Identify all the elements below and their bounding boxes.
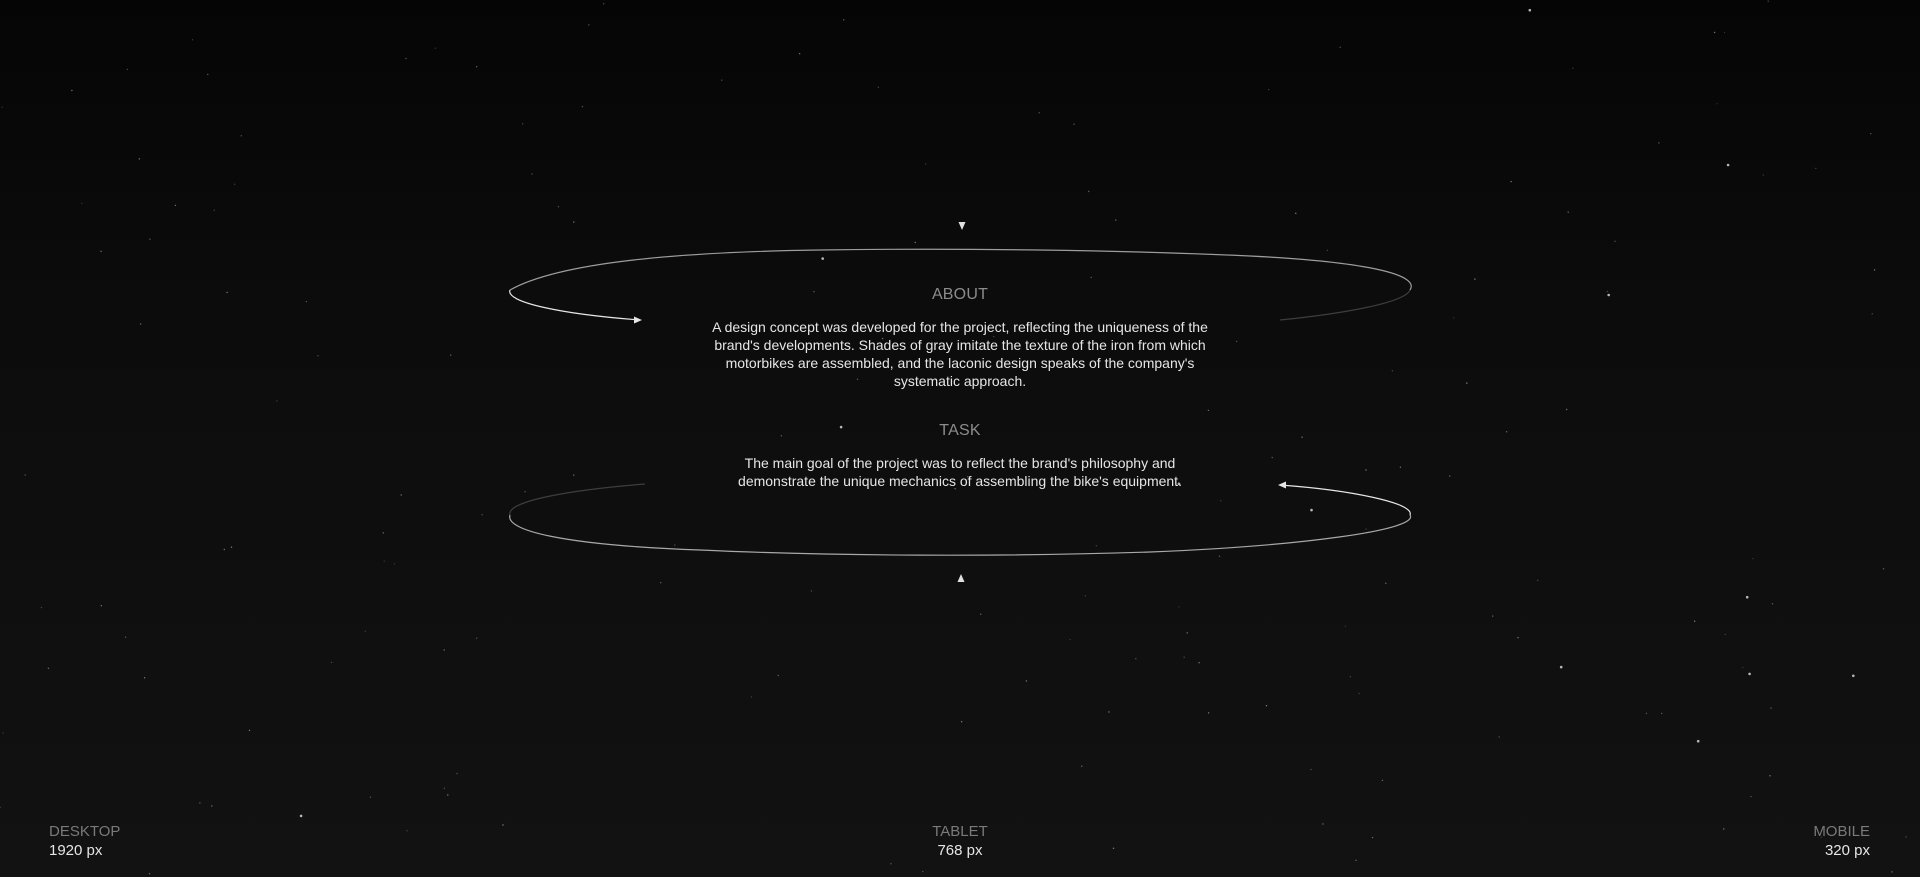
breakpoint-mobile [1813, 822, 1870, 860]
breakpoint-tablet [900, 822, 1020, 860]
breakpoint-desktop-label: DESKTOP [49, 823, 121, 840]
task-section [710, 422, 1210, 490]
breakpoint-desktop [49, 822, 120, 860]
about-section [710, 286, 1210, 390]
top-arrow [959, 0, 966, 230]
task-heading: TASK [939, 422, 981, 439]
breakpoint-tablet-value: 768 px [937, 842, 983, 859]
breakpoint-tablet-label: TABLET [932, 823, 988, 840]
bottom-arrow [958, 574, 965, 806]
about-text: A design concept was developed for the project, reflecting the uniqueness of the brand's developments. Shades of gray imitate the texture of the iron from which motorbikes are assembled, and the laconic design speaks of the company's systematic approach. [712, 319, 1208, 389]
about-heading: ABOUT [931, 286, 989, 303]
lower-orbit-ring [510, 482, 1411, 556]
task-text: The main goal of the project was to reflect the brand's philosophy and demonstrate the unique mechanics of assembling the bike's equipment. [738, 455, 1182, 489]
breakpoint-mobile-value: 320 px [1824, 842, 1870, 859]
breakpoint-desktop-value: 1920 px [49, 842, 103, 859]
breakpoint-mobile-label: MOBILE [1813, 823, 1870, 840]
